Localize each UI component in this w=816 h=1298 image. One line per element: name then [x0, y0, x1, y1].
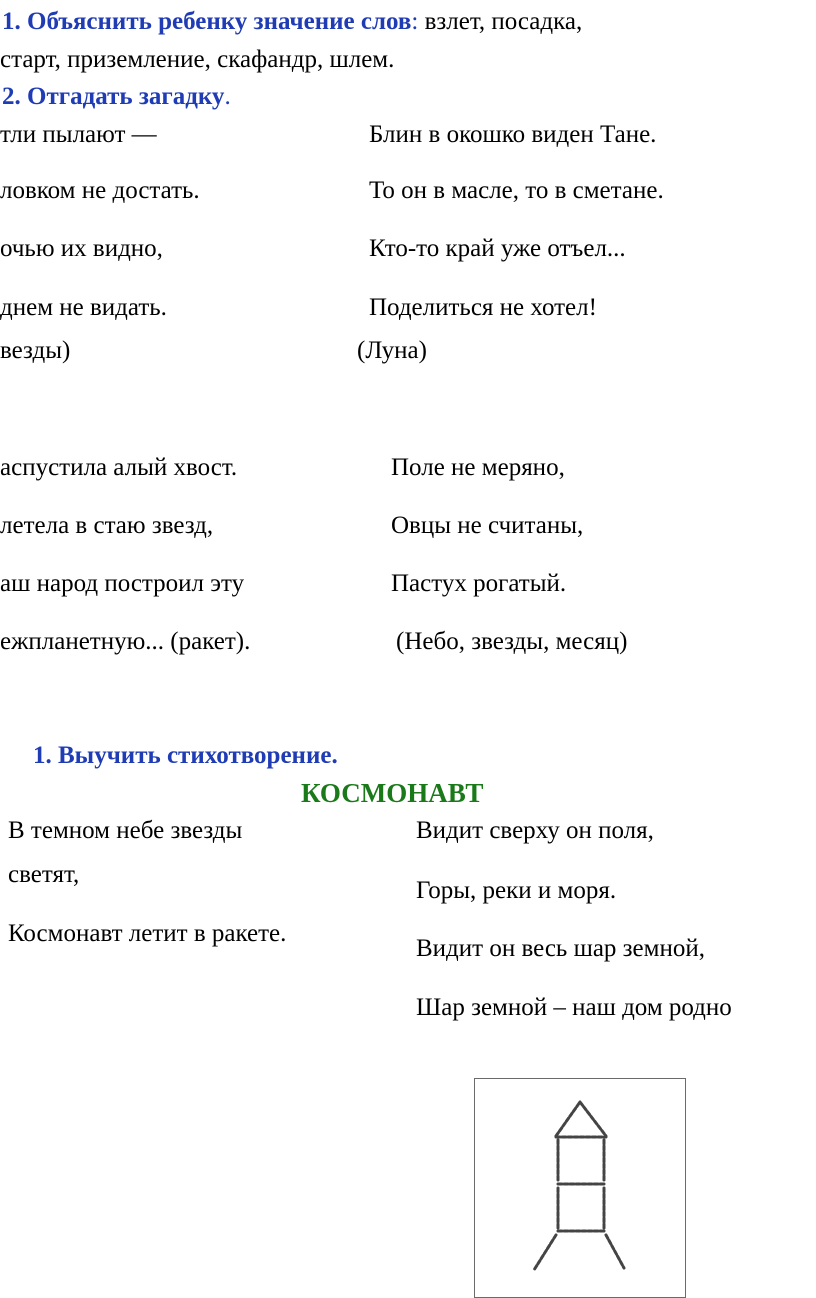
riddle2-line4: Поделиться не хотел!: [369, 294, 597, 321]
poem-left-line1: В темном небе звезды: [8, 817, 243, 844]
riddle3-line4: ежпланетную... (ракет).: [0, 628, 251, 655]
riddle1-answer: везды): [0, 337, 71, 364]
riddle3-line3: аш народ построил эту: [0, 570, 245, 597]
task1-label: Объяснить ребенку значение слов: [27, 8, 412, 35]
task1-words: взлет, посадка,: [424, 8, 583, 35]
task2-label: Отгадать загадку: [27, 83, 225, 110]
riddle4-line4: (Небо, звезды, месяц): [396, 628, 628, 655]
poem-left-line2: светят,: [8, 861, 80, 888]
riddle4-line2: Овцы не считаны,: [391, 512, 584, 539]
riddle3-line1: аспустила алый хвост.: [0, 454, 238, 481]
task3-line: [33, 743, 338, 768]
task3-label: Выучить стихотворение.: [58, 742, 338, 769]
task2-dot: .: [224, 83, 231, 110]
task1-words-line2: старт, приземление, скафандр, шлем.: [0, 46, 395, 73]
poem-right-line3: Видит он весь шар земной,: [416, 935, 705, 962]
riddle1-line1: тли пылают —: [0, 121, 157, 148]
riddle1-line4: днем не видать.: [0, 294, 167, 321]
rocket-stick-figure-icon: [474, 1078, 686, 1298]
riddle1-line2: ловком не достать.: [0, 177, 200, 204]
riddle4-line1: Поле не меряно,: [391, 454, 565, 481]
riddle2-line2: То он в масле, то в сметане.: [369, 177, 664, 204]
riddle2-line3: Кто-то край уже отъел...: [369, 235, 626, 262]
task1-colon: :: [411, 8, 419, 35]
poem-right-line4: Шар земной – наш дом родно: [416, 994, 732, 1021]
riddle4-line3: Пастух рогатый.: [391, 570, 567, 597]
poem-right-line2: Горы, реки и моря.: [416, 877, 617, 904]
poem-left-line3: Космонавт летит в ракете.: [8, 920, 287, 947]
poem-title: КОСМОНАВТ: [301, 778, 484, 808]
task3-number: 1.: [33, 742, 52, 769]
riddle2-answer: (Луна): [357, 337, 427, 364]
riddle3-line2: летела в стаю звезд,: [0, 512, 214, 539]
riddle2-line1: Блин в окошко виден Тане.: [369, 121, 657, 148]
task2-line: [2, 84, 231, 109]
task1-number: 1.: [2, 8, 21, 35]
task1-line: [2, 9, 582, 34]
poem-right-line1: Видит сверху он поля,: [416, 817, 654, 844]
task2-number: 2.: [2, 83, 21, 110]
riddle1-line3: очью их видно,: [0, 235, 163, 262]
